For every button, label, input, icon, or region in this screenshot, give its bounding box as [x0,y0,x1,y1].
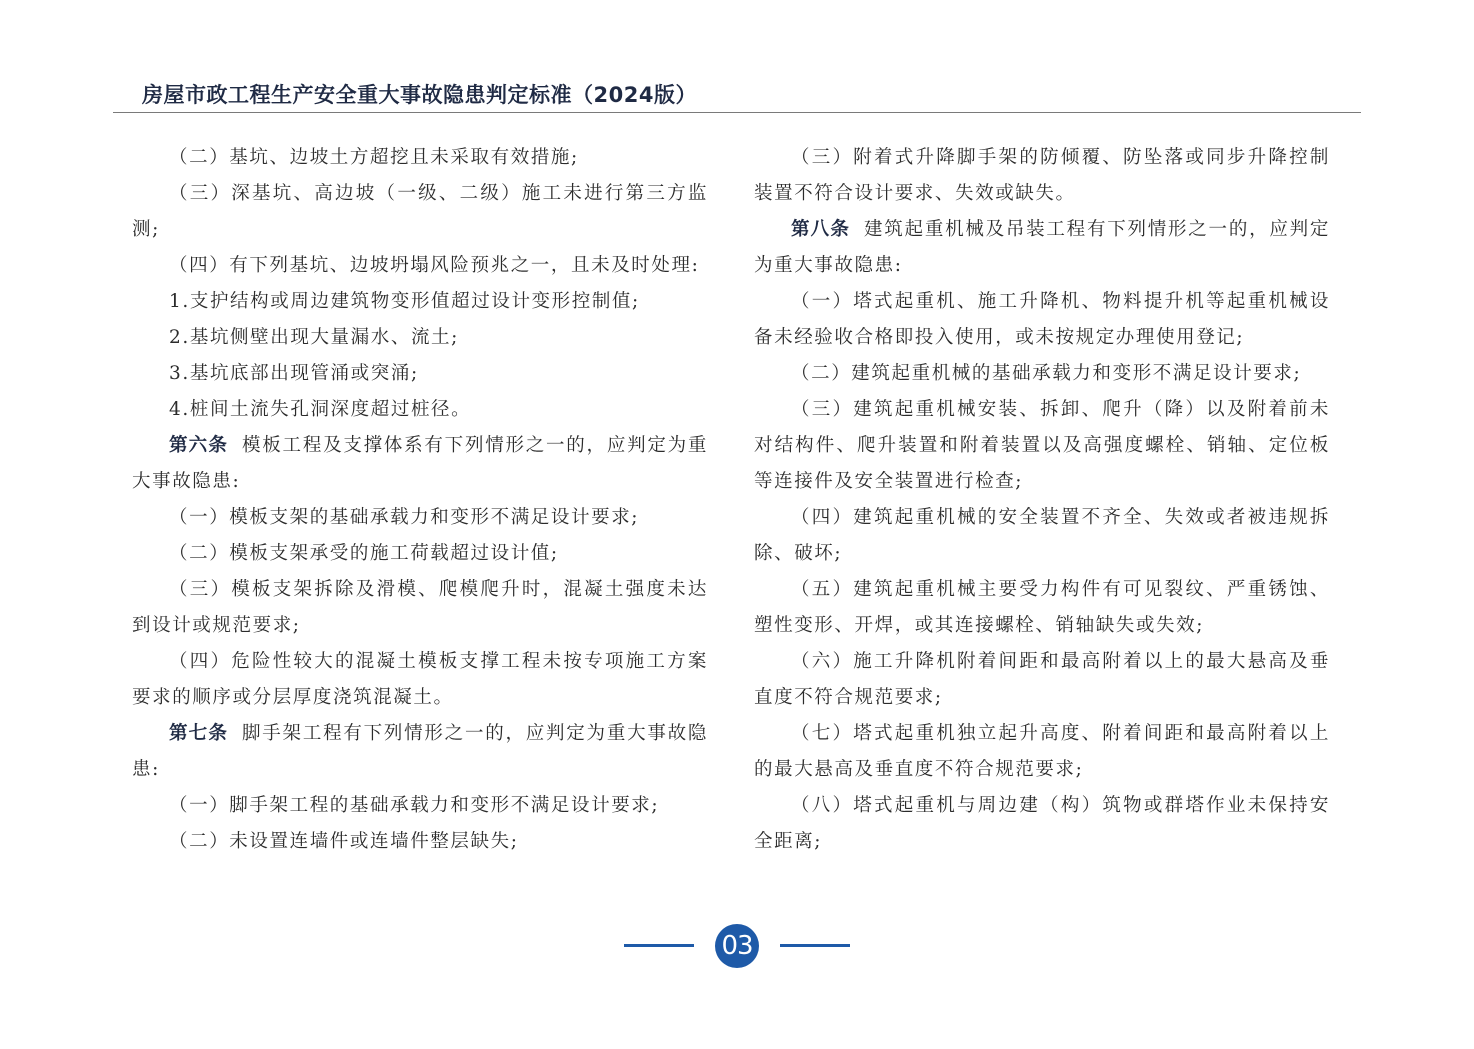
paragraph: （一）模板支架的基础承载力和变形不满足设计要求; [169,507,640,528]
paragraph: （四）建筑起重机械的安全装置不齐全、失效或者被违规拆除、破坏; [754,507,1330,564]
paragraph: （五）建筑起重机械主要受力构件有可见裂纹、严重锈蚀、塑性变形、开焊，或其连接螺栓、销轴缺失或失效; [754,579,1330,636]
article-paragraph: 第六条 模板工程及支撑体系有下列情形之一的，应判定为重大事故隐患: [132,435,708,492]
footer-rule-left [624,944,694,947]
right-column [754,140,1330,860]
paragraph: （三）附着式升降脚手架的防倾覆、防坠落或同步升降控制装置不符合设计要求、失效或缺失。 [754,147,1330,204]
paragraph: （三）建筑起重机械安装、拆卸、爬升（降）以及附着前未对结构件、爬升装置和附着装置以及高强度螺栓、销轴、定位板等连接件及安全装置进行检查; [754,399,1330,492]
page-number-badge: 03 [715,924,759,968]
paragraph: （二）建筑起重机械的基础承载力和变形不满足设计要求; [791,363,1302,384]
article-paragraph: 第七条 脚手架工程有下列情形之一的，应判定为重大事故隐患: [132,723,708,780]
list-item: 4.桩间土流失孔洞深度超过桩径。 [169,399,472,420]
paragraph: （二）模板支架承受的施工荷载超过设计值; [169,543,559,564]
paragraph: （二）未设置连墙件或连墙件整层缺失; [169,831,519,852]
paragraph: （一）塔式起重机、施工升降机、物料提升机等起重机械设备未经验收合格即投入使用，或未按规定办理使用登记; [754,291,1330,348]
document-title: 房屋市政工程生产安全重大事故隐患判定标准（2024版） [142,83,697,107]
footer-rule-right [780,944,850,947]
article-heading: 第六条 [169,435,229,456]
list-item: 3.基坑底部出现管涌或突涌; [169,363,419,384]
paragraph: （七）塔式起重机独立起升高度、附着间距和最高附着以上的最大悬高及垂直度不符合规范要求; [754,723,1330,780]
left-column [132,140,708,860]
article-heading: 第七条 [169,723,229,744]
header-divider [113,112,1361,113]
paragraph: （三）深基坑、高边坡（一级、二级）施工未进行第三方监测; [132,183,708,240]
paragraph: （四）危险性较大的混凝土模板支撑工程未按专项施工方案要求的顺序或分层厚度浇筑混凝土。 [132,651,708,708]
paragraph: （三）模板支架拆除及滑模、爬模爬升时，混凝土强度未达到设计或规范要求; [132,579,708,636]
article-heading: 第八条 [791,219,851,240]
article-paragraph: 第八条 建筑起重机械及吊装工程有下列情形之一的，应判定为重大事故隐患: [754,219,1330,276]
paragraph: （八）塔式起重机与周边建（构）筑物或群塔作业未保持安全距离; [754,795,1330,852]
list-item: 2.基坑侧壁出现大量漏水、流土; [169,327,459,348]
paragraph: （一）脚手架工程的基础承载力和变形不满足设计要求; [169,795,660,816]
list-item: 1.支护结构或周边建筑物变形值超过设计变形控制值; [169,291,640,312]
paragraph: （四）有下列基坑、边坡坍塌风险预兆之一，且未及时处理: [169,255,700,276]
paragraph: （二）基坑、边坡土方超挖且未采取有效措施; [169,147,579,168]
paragraph: （六）施工升降机附着间距和最高附着以上的最大悬高及垂直度不符合规范要求; [754,651,1330,708]
